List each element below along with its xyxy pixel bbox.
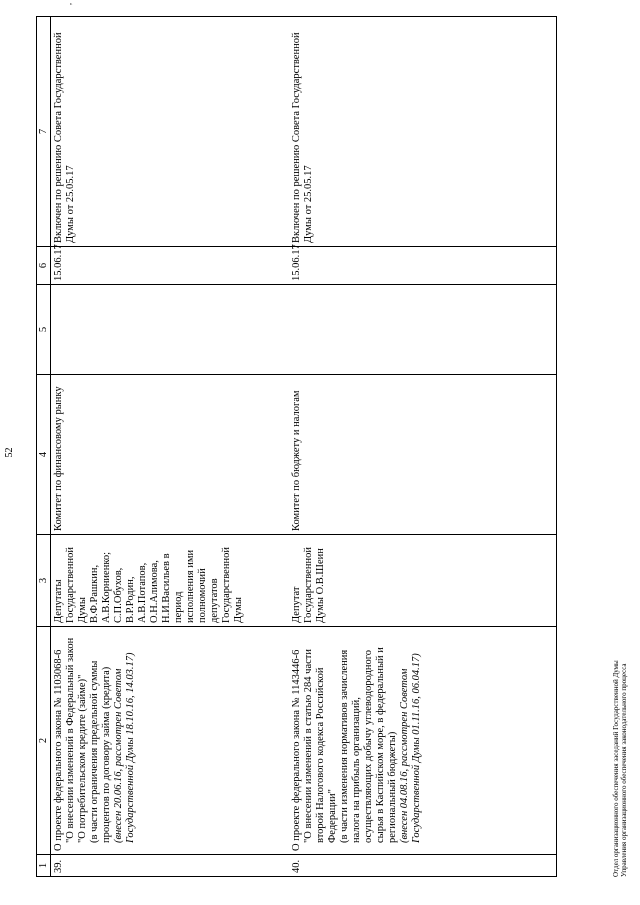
column-header: 6 <box>37 247 51 285</box>
desc-line: Федерации" <box>326 789 338 843</box>
initiator: Депутаты Государственной Думы В.Ф.Рашкин, А.В.Корниенко; С.П.Обухов, В.Р.Родин, А.В.Потапов, О.Н.Алимова, Н.И.Васильев в период исполнения ими полномочий депутатов Государственной Думы <box>51 535 289 627</box>
column-5-cell <box>289 285 557 375</box>
bill-description <box>51 627 289 855</box>
footer-line: Управления организационного обеспечения законодательного процесса <box>620 663 628 877</box>
desc-line: процентов по договору займа (кредита) <box>101 666 112 843</box>
date-cell: 15.06.17 <box>289 247 557 285</box>
desc-line: сырья в Каспийском море, в федеральный и <box>374 647 386 843</box>
agenda-table <box>36 16 557 877</box>
desc-line: О проекте федерального закона № 1143446-6 <box>290 649 302 851</box>
header-row <box>37 17 51 877</box>
desc-italic-line: (внесен 04.08.16, рассмотрен Советом <box>398 668 410 843</box>
desc-line: региональный бюджеты) <box>386 731 398 843</box>
desc-italic-line: Государственной Думы 01.11.16, 06.04.17) <box>410 653 422 843</box>
bill-description <box>289 627 557 855</box>
row-number: 40. <box>289 855 557 877</box>
footer-line: Отдел организационного обеспечения заседаний Государственной Думы <box>612 660 620 877</box>
desc-line: "О потребительском кредите (займе)" <box>77 674 88 843</box>
desc-line: "О внесении изменений в статью 284 части <box>302 649 314 843</box>
desc-italic-line: (внесен 20.06.16, рассмотрен Советом <box>113 668 124 843</box>
desc-line: налога на прибыль организаций, <box>350 697 362 843</box>
column-header: 1 <box>37 855 51 877</box>
desc-italic-line: Государственной Думы 18.10.16, 14.03.17) <box>125 652 136 843</box>
desc-line: "О внесении изменений в Федеральный закон <box>65 637 76 843</box>
date-cell: 15.06.17 <box>51 247 289 285</box>
desc-line: осуществляющих добычу углеводородного <box>362 649 374 843</box>
column-header: 7 <box>37 17 51 247</box>
row-number: 39. <box>51 855 289 877</box>
desc-line: О проекте федерального закона № 1103068-6 <box>53 649 64 851</box>
margin-mark: , <box>64 3 73 5</box>
column-header: 3 <box>37 535 51 627</box>
table-row <box>289 17 557 877</box>
committee: Комитет по бюджету и налогам <box>289 375 557 535</box>
table-row <box>51 17 289 877</box>
desc-line: второй Налогового кодекса Российской <box>314 667 326 843</box>
column-header: 2 <box>37 627 51 855</box>
committee: Комитет по финансовому рынку <box>51 375 289 535</box>
note-cell: Включен по решению Совета Государственной Думы от 25.05.17 <box>289 17 557 247</box>
desc-line: (в части ограничения предельной суммы <box>89 660 100 843</box>
page-number: 52 <box>4 447 15 458</box>
desc-line: (в части изменения нормативов зачисления <box>338 649 350 843</box>
note-cell: Включен по решению Совета Государственной Думы от 25.05.17 <box>51 17 289 247</box>
column-header: 4 <box>37 375 51 535</box>
footer <box>612 660 628 877</box>
initiator: Депутат Государственной Думы О.В.Шеин <box>289 535 557 627</box>
column-header: 5 <box>37 285 51 375</box>
column-5-cell <box>51 285 289 375</box>
